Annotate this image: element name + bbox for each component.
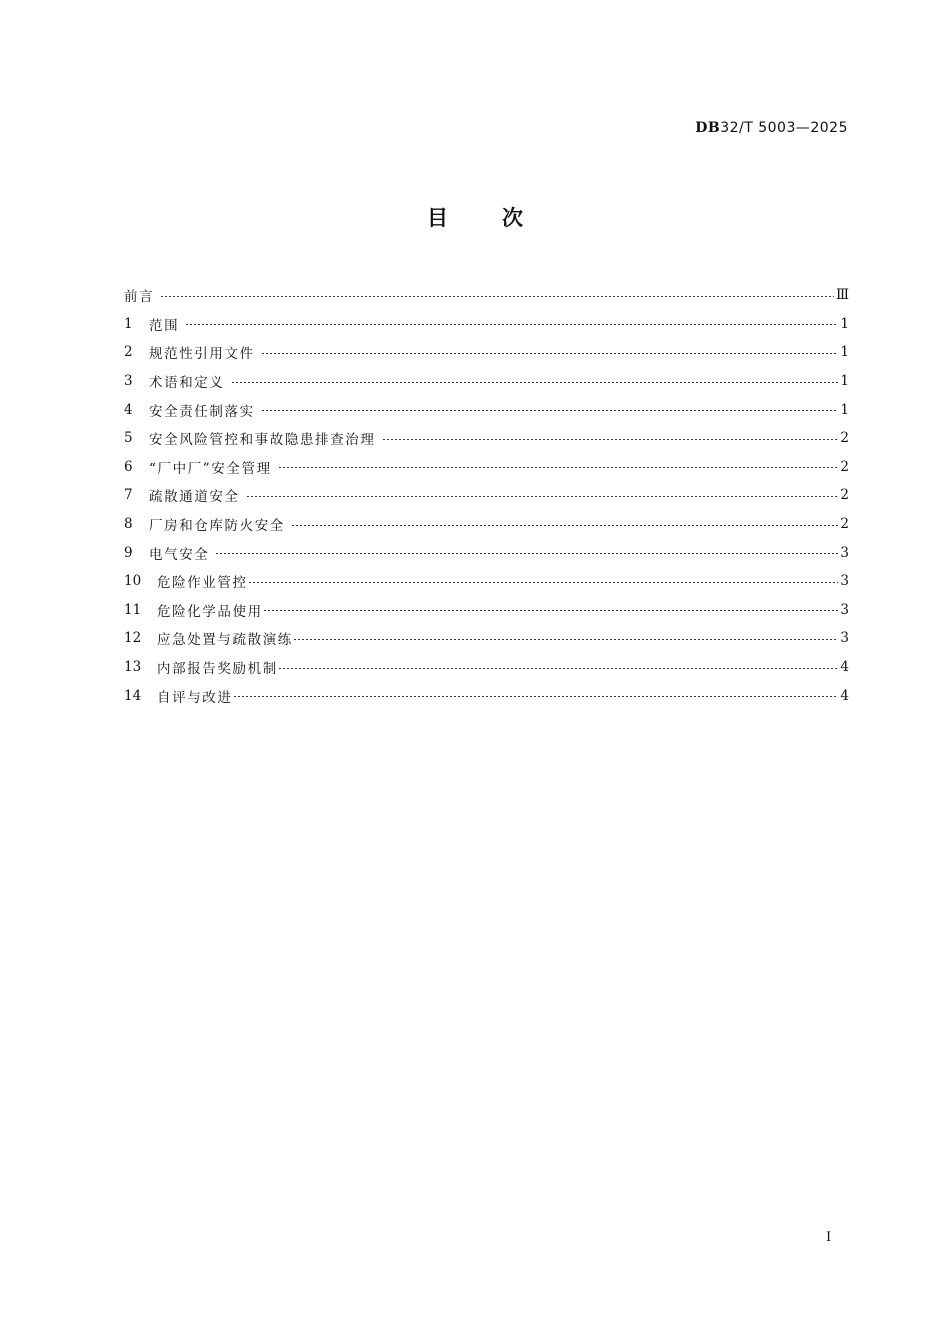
dot-leader [233, 696, 839, 697]
dot-leader [246, 496, 839, 497]
toc-entry-number: 7 [124, 487, 133, 504]
toc-entry-page: 4 [840, 687, 849, 704]
page-number: I [826, 1230, 832, 1245]
toc-entry-page: 2 [840, 516, 849, 533]
dot-leader [231, 382, 839, 383]
document-code [695, 120, 848, 136]
toc-entry-number: 8 [124, 516, 133, 533]
toc-entry-number: 10 [124, 573, 142, 590]
table-of-contents [124, 281, 849, 710]
toc-entry-11[interactable] [124, 596, 849, 625]
dot-leader [185, 324, 838, 325]
toc-entry-page: 1 [840, 344, 849, 361]
dot-leader [382, 439, 839, 440]
toc-entry-number: 3 [124, 373, 133, 390]
toc-entry-number: 11 [124, 601, 142, 618]
dot-leader [160, 296, 834, 297]
toc-entry-3[interactable] [124, 367, 849, 396]
toc-entry-title: 范围 [149, 317, 180, 334]
toc-entry-page: 1 [840, 373, 849, 390]
toc-entry-2[interactable] [124, 338, 849, 367]
toc-entry-12[interactable] [124, 624, 849, 653]
toc-entry-number: 13 [124, 659, 142, 676]
toc-entry-foreword[interactable] [124, 281, 849, 310]
dot-leader [291, 525, 839, 526]
toc-entry-number: 14 [124, 687, 142, 704]
toc-entry-title: “厂中厂”安全管理 [149, 460, 272, 477]
toc-entry-title: 自评与改进 [157, 689, 233, 706]
toc-entry-title: 电气安全 [149, 546, 210, 563]
toc-entry-page: Ⅲ [835, 287, 849, 304]
toc-entry-title: 安全风险管控和事故隐患排查治理 [149, 432, 376, 449]
toc-entry-title: 危险化学品使用 [157, 603, 263, 620]
document-code-number: 32/T 5003—2025 [720, 120, 848, 136]
dot-leader [261, 410, 839, 411]
toc-entry-8[interactable] [124, 510, 849, 539]
toc-entry-title: 危险作业管控 [157, 575, 248, 592]
toc-entry-title: 安全责任制落实 [149, 403, 255, 420]
dot-leader [263, 610, 839, 611]
toc-entry-13[interactable] [124, 653, 849, 682]
toc-entry-number: 1 [124, 315, 133, 332]
toc-entry-title: 前言 [124, 289, 155, 306]
dot-leader [215, 553, 838, 554]
toc-entry-page: 1 [840, 315, 849, 332]
toc-entry-page: 4 [840, 659, 849, 676]
dot-leader [278, 467, 839, 468]
dot-leader [248, 582, 839, 583]
toc-entry-title: 规范性引用文件 [149, 346, 255, 363]
toc-entry-page: 2 [840, 458, 849, 475]
toc-entry-9[interactable] [124, 538, 849, 567]
toc-entry-number: 4 [124, 401, 133, 418]
toc-entry-page: 3 [840, 630, 849, 647]
toc-entry-6[interactable] [124, 453, 849, 482]
toc-entry-5[interactable] [124, 424, 849, 453]
toc-entry-page: 2 [840, 487, 849, 504]
toc-entry-title: 厂房和仓库防火安全 [149, 518, 285, 535]
toc-entry-7[interactable] [124, 481, 849, 510]
toc-entry-title: 疏散通道安全 [149, 489, 240, 506]
toc-entry-1[interactable] [124, 310, 849, 339]
toc-entry-title: 术语和定义 [149, 375, 225, 392]
toc-entry-number: 9 [124, 544, 133, 561]
toc-title: 目次 [427, 206, 577, 230]
dot-leader [278, 668, 839, 669]
dot-leader [293, 639, 839, 640]
toc-entry-14[interactable] [124, 681, 849, 710]
toc-entry-number: 6 [124, 458, 133, 475]
toc-entry-number: 2 [124, 344, 133, 361]
toc-entry-page: 3 [840, 573, 849, 590]
toc-entry-number: 12 [124, 630, 142, 647]
toc-entry-title: 内部报告奖励机制 [157, 661, 278, 678]
toc-entry-4[interactable] [124, 395, 849, 424]
toc-entry-page: 1 [840, 401, 849, 418]
toc-entry-number: 5 [124, 430, 133, 447]
toc-entry-page: 3 [840, 544, 849, 561]
toc-entry-page: 2 [840, 430, 849, 447]
toc-entry-page: 3 [840, 601, 849, 618]
toc-entry-10[interactable] [124, 567, 849, 596]
toc-entry-title: 应急处置与疏散演练 [157, 632, 293, 649]
document-code-prefix: DB [695, 120, 721, 136]
dot-leader [261, 353, 839, 354]
